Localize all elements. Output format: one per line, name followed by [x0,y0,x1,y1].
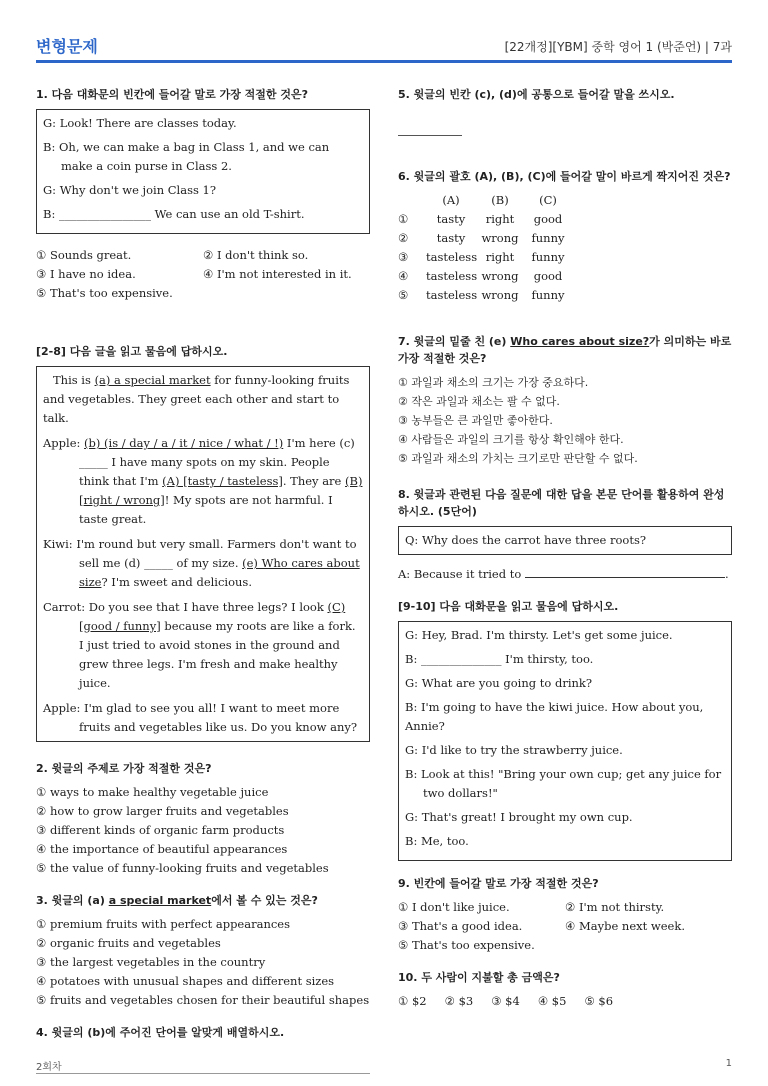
q2-option[interactable]: ④ the importance of beautiful appearances [36,842,288,856]
q1-option[interactable]: ④ I'm not interested in it. [203,267,352,281]
q4-answer-line[interactable] [36,1073,370,1074]
q7-option[interactable]: ③ 농부들은 큰 과일만 좋아한다. [398,414,553,427]
dialog910-box [398,621,732,861]
q1-option[interactable]: ⑤ That's too expensive. [36,286,173,300]
q1-prompt: 1. 다음 대화문의 빈칸에 들어갈 말로 가장 적절한 것은? [36,88,308,101]
dialog-line: B: I'm going to have the kiwi juice. How about you, Annie? [405,700,704,733]
dialog-line: G: I'd like to try the strawberry juice. [405,743,623,757]
q2-option[interactable]: ② how to grow larger fruits and vegetables [36,804,289,818]
q6-prompt: 6. 윗글의 괄호 (A), (B), (C)에 들어갈 말이 바르게 짝지어진 것은? [398,170,731,183]
q8-prompt: 8. 윗글과 관련된 다음 질문에 대한 답을 본문 단어를 활용하여 완성하시오. (5단어) [398,488,725,518]
q2-option[interactable]: ③ different kinds of organic farm products [36,823,285,837]
q10-prompt: 10. 두 사람이 지불할 총 금액은? [398,971,560,984]
passage-carrot: Carrot: Do you see that I have three legs? I look (C) [good / funny] because my roots are like a fork. I just tried to avoid stones in the ground and grew three legs. I'm fresh and make healthy juice. [43,600,356,690]
q9-option[interactable]: ⑤ That's too expensive. [398,938,535,952]
q3-prompt: 3. 윗글의 (a) a special market에서 볼 수 있는 것은? [36,894,318,907]
q1-line: G: Look! There are classes today. [43,116,237,130]
q6-choice-table [398,191,732,305]
passage-heading: [2-8] 다음 글을 읽고 물음에 답하시오. [36,345,228,358]
dialog-line: G: Hey, Brad. I'm thirsty. Let's get some juice. [405,628,673,642]
q1-line: B: Oh, we can make a bag in Class 1, and we can make a coin purse in Class 2. [43,140,330,173]
q6-option[interactable]: ② tasty wrong funny [398,231,565,245]
q3-option[interactable]: ③ the largest vegetables in the country [36,955,266,969]
q9-option[interactable]: ① I don't like juice. [398,900,510,914]
q4-prompt: 4. 윗글의 (b)에 주어진 단어를 알맞게 배열하시오. [36,1026,285,1039]
q1-dialog-box [36,109,370,234]
q7-option[interactable]: ⑤ 과일과 채소의 가치는 크기로만 판단할 수 없다. [398,452,638,465]
footer-round: 2회차 [36,1062,62,1073]
page-number: 1 [725,1058,732,1069]
q10-options [398,992,732,1011]
dialog-line: B: ______________ I'm thirsty, too. [405,652,594,666]
q10-option[interactable]: ① $2 [398,994,427,1008]
q6-option[interactable]: ⑤ tasteless wrong funny [398,288,565,302]
passage-kiwi: Kiwi: I'm round but very small. Farmers don't want to sell me (d) _____ of my size. (e) Who cares about size? I'm sweet and delicious. [43,537,360,589]
q6-option[interactable]: ① tasty right good [398,212,563,226]
q9-option[interactable]: ④ Maybe next week. [565,919,685,933]
dialog-line: B: Look at this! "Bring your own cup; get any juice for two dollars!" [405,767,722,800]
q10-option[interactable]: ④ $5 [537,994,567,1008]
q1-line: B: ________________ We can use an old T-shirt. [43,207,305,221]
dialog-line: G: What are you going to drink? [405,676,593,690]
q2-option[interactable]: ⑤ the value of funny-looking fruits and vegetables [36,861,329,875]
q1-line: G: Why don't we join Class 1? [43,183,217,197]
q2-option[interactable]: ① ways to make healthy vegetable juice [36,785,269,799]
q3-option[interactable]: ⑤ fruits and vegetables chosen for their beautiful shapes [36,993,370,1007]
q7-option[interactable]: ④ 사람들은 과일의 크기를 항상 확인해야 한다. [398,433,624,446]
q3-option[interactable]: ④ potatoes with unusual shapes and different sizes [36,974,335,988]
q3-option[interactable]: ② organic fruits and vegetables [36,936,221,950]
q1-option[interactable]: ③ I have no idea. [36,267,136,281]
q2-prompt: 2. 윗글의 주제로 가장 적절한 것은? [36,762,212,775]
page-subtitle: [22개정][YBM] 중학 영어 1 (박준언) | 7과 [504,40,732,54]
q9-prompt: 9. 빈칸에 들어갈 말로 가장 적절한 것은? [398,877,599,890]
q5-prompt: 5. 윗글의 빈칸 (c), (d)에 공통으로 들어갈 말을 쓰시오. [398,88,675,101]
q10-option[interactable]: ③ $4 [491,994,520,1008]
q6-col-header: (A) [442,193,460,207]
q8-question-box: Q: Why does the carrot have three roots? [398,526,732,555]
q8-answer-line[interactable]: A: Because it tried to . [398,567,729,581]
q10-option[interactable]: ⑤ $6 [584,994,614,1008]
page-title: 변형문제 [36,37,98,56]
left-column [36,86,370,1074]
q6-col-header: (B) [491,193,509,207]
passage-apple2: Apple: I'm glad to see you all! I want to meet more fruits and vegetables like us. Do you know any? [43,701,358,734]
q6-option[interactable]: ③ tasteless right funny [398,250,565,264]
q6-col-header: (C) [539,193,557,207]
q9-option[interactable]: ③ That's a good idea. [398,919,523,933]
dialog-line: G: That's great! I brought my own cup. [405,810,633,824]
q6-option[interactable]: ④ tasteless wrong good [398,269,563,283]
right-column [398,86,732,1011]
q1-option[interactable]: ① Sounds great. [36,248,132,262]
passage-box [36,366,370,742]
dialog910-heading: [9-10] 다음 대화문을 읽고 물음에 답하시오. [398,600,619,613]
q3-option[interactable]: ① premium fruits with perfect appearances [36,917,290,931]
dialog-line: B: Me, too. [405,834,469,848]
q7-option[interactable]: ① 과일과 채소의 크기는 가장 중요하다. [398,376,589,389]
q10-option[interactable]: ② $3 [444,994,474,1008]
q7-prompt: 7. 윗글의 밑줄 친 (e) Who cares about size?가 의미하는 바로 가장 적절한 것은? [398,335,732,365]
q9-option[interactable]: ② I'm not thirsty. [565,900,665,914]
q7-option[interactable]: ② 작은 과일과 채소는 팔 수 없다. [398,395,560,408]
passage-intro: This is (a) a special market for funny-looking fruits and vegetables. They greet each other and start to talk. [43,373,350,425]
passage-apple1: Apple: (b) (is / day / a / it / nice / what / !) I'm here (c) _____ I have many spots on my skin. People think that I'm (A) [tasty / tasteless]. They are (B) [right / wrong]! My spots are not harmful. I taste great. [43,436,363,526]
q1-option[interactable]: ② I don't think so. [203,248,309,262]
header-divider [36,60,732,63]
